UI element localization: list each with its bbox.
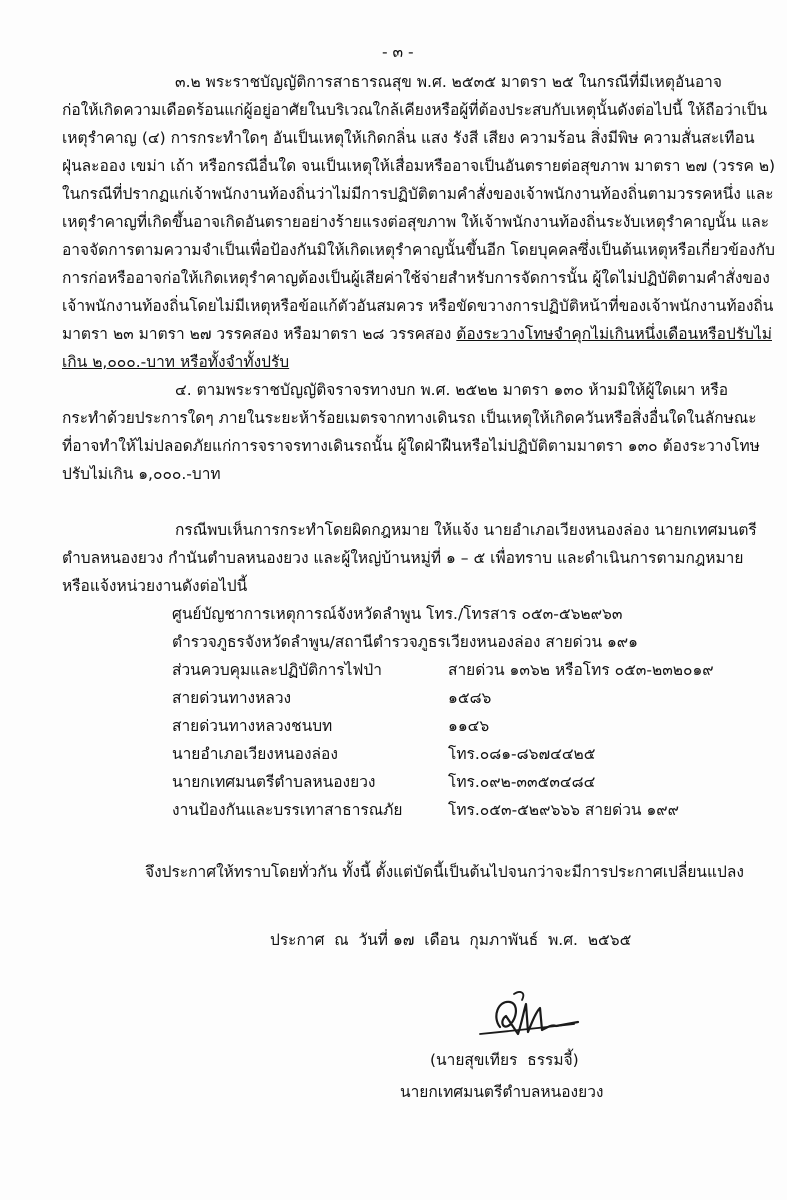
report-line: ตำบลหนองยวง กำนันตำบลหนองยวง และผู้ใหญ่บ้านหมู่ที่ ๑ – ๕ เพื่อทราบ และดำเนินการตามกฎหมาย bbox=[62, 549, 744, 567]
para-32-line: เจ้าพนักงานท้องถิ่นโดยไม่มีเหตุหรือข้อแก้ตัวอันสมควร หรือขัดขวางการปฏิบัติหน้าที่ของเจ้าพนักงานท้องถิ่น bbox=[62, 297, 774, 315]
para-32-line: เหตุรำคาญที่เกิดขึ้นอาจเกิดอันตรายอย่างร้ายแรงต่อสุขภาพ ให้เจ้าพนักงานท้องถิ่นระงับเหตุรำคาญนั้น และ bbox=[62, 213, 770, 231]
contact-value: โทร.๐๙๒-๓๓๕๓๔๘๔ bbox=[448, 773, 596, 791]
contact-line: ตำรวจภูธรจังหวัดลำพูน/สถานีตำรวจภูธรเวียงหนองล่อง สายด่วน ๑๙๑ bbox=[172, 633, 638, 651]
para-32-plain: มาตรา ๒๓ มาตรา ๒๗ วรรคสอง หรือมาตรา ๒๘ วรรคสอง bbox=[62, 325, 457, 343]
report-line: กรณีพบเห็นการกระทำโดยผิดกฎหมาย ให้แจ้ง นายอำเภอเวียงหนองล่อง นายกเทศมนตรี bbox=[175, 521, 757, 539]
penalty-underlined: ต้องระวางโทษจำคุกไม่เกินหนึ่งเดือนหรือปรับไม่ bbox=[456, 325, 772, 343]
para-32-line: อาจจัดการตามความจำเป็นเพื่อป้องกันมิให้เกิดเหตุรำคาญนั้นขึ้นอีก โดยบุคคลซึ่งเป็นต้นเหตุหรือเกี่ยวข้องกับ bbox=[62, 241, 775, 259]
contact-value: ๑๑๔๖ bbox=[448, 717, 490, 735]
page-number: - ๓ - bbox=[382, 43, 414, 61]
contact-label: งานป้องกันและบรรเทาสาธารณภัย bbox=[172, 801, 403, 819]
contact-label: สายด่วนทางหลวงชนบท bbox=[172, 717, 333, 735]
para-4-line: ที่อาจทำให้ไม่ปลอดภัยแก่การจราจรทางเดินรถนั้น ผู้ใดฝ่าฝืนหรือไม่ปฏิบัติตามมาตรา ๑๓๐ ต้องระวางโทษ bbox=[62, 437, 760, 455]
contact-label: นายอำเภอเวียงหนองล่อง bbox=[172, 745, 338, 763]
contact-value: ๑๕๘๖ bbox=[448, 689, 492, 707]
signer-title: นายกเทศมนตรีตำบลหนองยวง bbox=[400, 1083, 604, 1101]
contact-label: นายกเทศมนตรีตำบลหนองยวง bbox=[172, 773, 376, 791]
para-32-line: ฝุ่นละออง เขม่า เถ้า หรือกรณีอื่นใด จนเป็นเหตุให้เสื่อมหรืออาจเป็นอันตรายต่อสุขภาพ มาตรา ๒๗ (วรรค ๒) bbox=[62, 157, 776, 175]
contact-label: ส่วนควบคุมและปฏิบัติการไฟป่า bbox=[172, 661, 382, 679]
para-32-line bbox=[62, 324, 772, 344]
penalty-underlined-end: เกิน ๒,๐๐๐.-บาท หรือทั้งจำทั้งปรับ bbox=[62, 353, 290, 371]
signer-name: (นายสุขเทียร ธรรมจี้) bbox=[430, 1051, 579, 1069]
contact-value: โทร.๐๘๑-๘๖๗๔๔๒๕ bbox=[448, 745, 596, 763]
report-line: หรือแจ้งหน่วยงานดังต่อไปนี้ bbox=[62, 577, 248, 595]
contact-label: สายด่วนทางหลวง bbox=[172, 689, 292, 707]
contact-value: โทร.๐๕๓-๕๒๙๖๖๖ สายด่วน ๑๙๙ bbox=[448, 801, 680, 819]
para-32-line: ๓.๒ พระราชบัญญัติการสาธารณสุข พ.ศ. ๒๕๓๕ มาตรา ๒๕ ในกรณีที่มีเหตุอันอาจ bbox=[175, 73, 722, 91]
para-4-line: กระทำด้วยประการใดๆ ภายในระยะห้าร้อยเมตรจากทางเดินรถ เป็นเหตุให้เกิดควันหรือสิ่งอื่นใดในลักษณะ bbox=[62, 409, 757, 427]
para-4-line: ปรับไม่เกิน ๑,๐๐๐.-บาท bbox=[62, 465, 221, 483]
para-4-line: ๔. ตามพระราชบัญญัติจราจรทางบก พ.ศ. ๒๕๒๒ มาตรา ๑๓๐ ห้ามมิให้ผู้ใดเผา หรือ bbox=[175, 381, 729, 399]
contact-line: ศูนย์บัญชาการเหตุการณ์จังหวัดลำพูน โทร./โทรสาร ๐๕๓-๕๖๒๙๖๓ bbox=[172, 605, 623, 623]
announcement-date: ประกาศ ณ วันที่ ๑๗ เดือน กุมภาพันธ์ พ.ศ. ๒๕๖๕ bbox=[270, 931, 632, 949]
contact-value: สายด่วน ๑๓๖๒ หรือโทร ๐๕๓-๒๓๒๐๑๙ bbox=[448, 661, 714, 679]
signature-image bbox=[470, 982, 580, 1052]
para-32-line: เหตุรำคาญ (๔) การกระทำใดๆ อันเป็นเหตุให้เกิดกลิ่น แสง รังสี เสียง ความร้อน สิ่งมีพิษ ความสั่นสะเทือน bbox=[62, 129, 755, 147]
para-32-line: ในกรณีที่ปรากฏแก่เจ้าพนักงานท้องถิ่นว่าไม่มีการปฏิบัติตามคำสั่งของเจ้าพนักงานท้องถิ่นตามวรรคหนึ่ง และ bbox=[62, 185, 774, 203]
para-32-line: การก่อหรืออาจก่อให้เกิดเหตุรำคาญต้องเป็นผู้เสียค่าใช้จ่ายสำหรับการจัดการนั้น ผู้ใดไม่ปฏิบัติตามคำสั่งของ bbox=[62, 269, 770, 287]
closing-statement: จึงประกาศให้ทราบโดยทั่วกัน ทั้งนี้ ตั้งแต่บัดนี้เป็นต้นไปจนกว่าจะมีการประกาศเปลี่ยนแปลง bbox=[145, 863, 744, 881]
para-32-line: ก่อให้เกิดความเดือดร้อนแก่ผู้อยู่อาศัยในบริเวณใกล้เคียงหรือผู้ที่ต้องประสบกับเหตุนั้นดังต่อไปนี้ ให้ถือว่าเป็น bbox=[62, 101, 768, 119]
